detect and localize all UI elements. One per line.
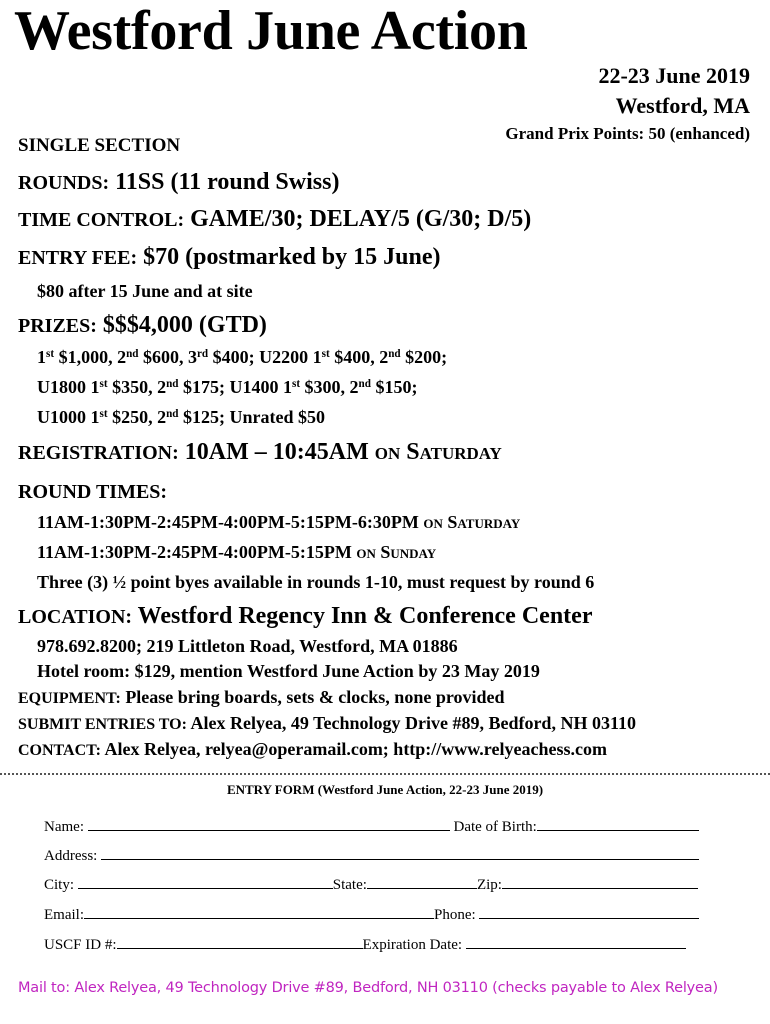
rounds-row — [18, 167, 339, 198]
byes-note: Three (3) ½ point byes available in rounds 1-10, must request by round 6 — [37, 572, 595, 592]
hotel-info: Hotel room: $129, mention Westford June Action by 23 May 2019 — [37, 661, 540, 681]
prize-text: $400; U2200 1 — [208, 347, 322, 367]
prizes-row — [18, 310, 267, 341]
time-control-value: GAME/30; DELAY/5 (G/30; D/5) — [190, 206, 532, 232]
prize-text: $200; — [400, 347, 448, 367]
round-times-label: ROUND TIMES: — [18, 481, 168, 503]
address-label: Address: — [44, 848, 98, 864]
name-label: Name: — [44, 819, 84, 835]
state-field[interactable] — [367, 874, 477, 889]
prizes-gtd: (GTD) — [198, 312, 267, 338]
registration-row — [18, 437, 502, 468]
prize-text: U1800 1 — [37, 377, 100, 397]
prize-text: $150; — [370, 377, 418, 397]
city-label: City: — [44, 877, 75, 893]
prize-text: $250, 2 — [107, 407, 167, 427]
prize-text: U1000 1 — [37, 407, 100, 427]
expiration-label: Expiration Date: — [362, 937, 463, 953]
uscf-field[interactable] — [117, 934, 363, 949]
dotted-divider — [0, 773, 770, 775]
prize-text: $175; U1400 1 — [178, 377, 292, 397]
time-control-row — [18, 204, 531, 235]
ordinal-suffix: nd — [388, 347, 401, 360]
ordinal-suffix: nd — [358, 377, 371, 390]
time-control-label: TIME CONTROL: — [18, 209, 185, 231]
prize-text: $350, 2 — [107, 377, 167, 397]
grand-prix-points: Grand Prix Points: 50 (enhanced) — [505, 124, 750, 143]
form-row-address — [44, 845, 699, 866]
contact-label: CONTACT: — [18, 742, 101, 759]
ordinal-suffix: nd — [126, 347, 139, 360]
prize-text: $1,000, 2 — [54, 347, 127, 367]
entry-fee-row — [18, 242, 440, 273]
phone-label: Phone: — [434, 907, 476, 923]
prize-line-2 — [37, 375, 417, 399]
contact-value: Alex Relyea, relyea@operamail.com; http://www.relyeachess.com — [104, 739, 607, 759]
registration-value: 10AM – 10:45AM on Saturday — [184, 439, 502, 465]
zip-label: Zip: — [476, 877, 502, 893]
email-field[interactable] — [84, 904, 434, 919]
rounds-value: 11SS (11 round Swiss) — [115, 169, 340, 195]
phone-field[interactable] — [479, 904, 699, 919]
rounds-label: ROUNDS: — [18, 172, 110, 194]
location-row — [18, 601, 592, 632]
city-field[interactable] — [78, 874, 333, 889]
prize-line-3 — [37, 405, 325, 429]
dob-label: Date of Birth: — [453, 819, 537, 835]
ordinal-suffix: rd — [196, 347, 209, 360]
equipment-value: Please bring boards, sets & clocks, none provided — [125, 687, 505, 707]
entry-fee-late: $80 after 15 June and at site — [37, 281, 253, 301]
equipment-label: EQUIPMENT: — [18, 690, 121, 707]
round-times-saturday: 11AM-1:30PM-2:45PM-4:00PM-5:15PM-6:30PM on Saturday — [37, 512, 521, 532]
prizes-label: PRIZES: — [18, 315, 97, 337]
entry-fee-value: $70 (postmarked by 15 June) — [143, 244, 441, 270]
prize-text: $400, 2 — [329, 347, 389, 367]
event-date: 22-23 June 2019 — [598, 63, 750, 88]
prizes-total: $$$4,000 — [102, 312, 193, 338]
ordinal-suffix: st — [46, 347, 55, 360]
email-label: Email: — [44, 907, 84, 923]
registration-label: REGISTRATION: — [18, 442, 179, 464]
round-times-sunday: 11AM-1:30PM-2:45PM-4:00PM-5:15PM on Sunday — [37, 542, 437, 562]
zip-field[interactable] — [502, 874, 698, 889]
name-field[interactable] — [88, 816, 450, 831]
ordinal-suffix: st — [291, 377, 301, 390]
location-address: 978.692.8200; 219 Littleton Road, Westford, MA 01886 — [37, 636, 458, 656]
contact-row — [18, 737, 607, 763]
ordinal-suffix: st — [99, 407, 108, 420]
form-row-city — [44, 874, 698, 895]
form-row-email — [44, 904, 699, 925]
state-label: State: — [332, 877, 367, 893]
form-row-uscf — [44, 934, 686, 955]
submit-row — [18, 711, 636, 737]
prize-text: $600, 3 — [138, 347, 197, 367]
address-field[interactable] — [101, 845, 699, 860]
ordinal-suffix: st — [99, 377, 108, 390]
ordinal-suffix: nd — [166, 407, 179, 420]
event-place: Westford, MA — [615, 93, 750, 118]
mail-to-note: Mail to: Alex Relyea, 49 Technology Drive #89, Bedford, NH 03110 (checks payable to Alex Relyea) — [18, 980, 718, 996]
equipment-row — [18, 685, 505, 711]
page-title: Westford June Action — [14, 0, 528, 62]
dob-field[interactable] — [537, 816, 699, 831]
entry-fee-label: ENTRY FEE: — [18, 247, 138, 269]
ordinal-suffix: nd — [166, 377, 179, 390]
submit-label: SUBMIT ENTRIES TO: — [18, 716, 187, 733]
location-label: LOCATION: — [18, 606, 133, 628]
round-times-row — [18, 476, 167, 507]
entry-form-heading: ENTRY FORM (Westford June Action, 22-23 June 2019) — [226, 782, 544, 797]
location-value: Westford Regency Inn & Conference Center — [137, 603, 593, 629]
ordinal-suffix: st — [321, 347, 330, 360]
section-type: SINGLE SECTION — [18, 135, 181, 156]
form-row-name — [44, 816, 699, 837]
prize-text: $125; Unrated $50 — [178, 407, 325, 427]
uscf-label: USCF ID #: — [44, 937, 117, 953]
prize-text: $300, 2 — [300, 377, 359, 397]
prize-line-1 — [37, 345, 447, 369]
expiration-field[interactable] — [466, 934, 686, 949]
submit-value: Alex Relyea, 49 Technology Drive #89, Bedford, NH 03110 — [190, 713, 636, 733]
prize-text: 1 — [37, 347, 46, 367]
